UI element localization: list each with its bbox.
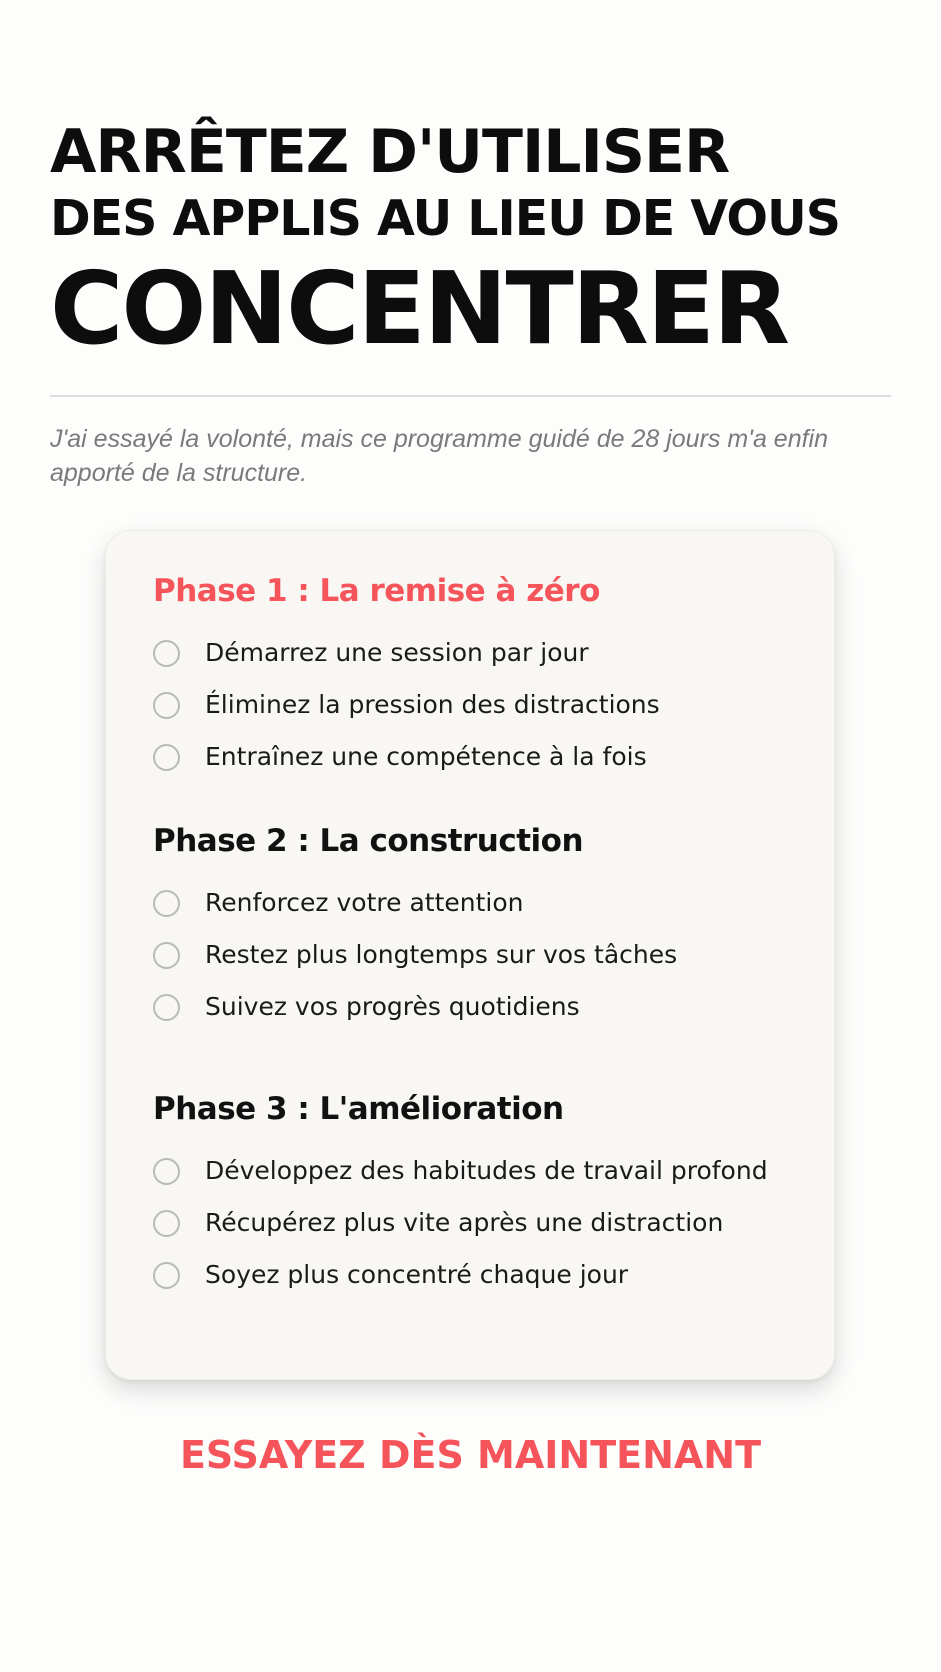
- checklist-item[interactable]: [153, 877, 813, 929]
- checklist-item-label: Éliminez la pression des distractions: [205, 690, 660, 719]
- checkbox-circle-icon[interactable]: [153, 744, 180, 771]
- checklist-item-label: Soyez plus concentré chaque jour: [205, 1260, 629, 1289]
- checklist-item-label: Démarrez une session par jour: [205, 638, 589, 667]
- phase-1-title: Phase 1 : La remise à zéro: [153, 573, 600, 609]
- checklist-item[interactable]: [153, 1197, 813, 1249]
- checklist-item-label: Restez plus longtemps sur vos tâches: [205, 940, 678, 969]
- checklist-item[interactable]: [153, 1249, 813, 1301]
- checkbox-circle-icon[interactable]: [153, 1210, 180, 1237]
- phase-2-checklist: [153, 877, 813, 1033]
- checkbox-circle-icon[interactable]: [153, 994, 180, 1021]
- headline-line-1: ARRÊTEZ D'UTILISER: [50, 117, 730, 187]
- checkbox-circle-icon[interactable]: [153, 692, 180, 719]
- phase-3-title: Phase 3 : L'amélioration: [153, 1091, 564, 1127]
- checkbox-circle-icon[interactable]: [153, 1262, 180, 1289]
- headline: [50, 117, 900, 367]
- subtitle: J'ai essayé la volonté, mais ce programme guidé de 28 jours m'a enfin apporté de la structure.: [50, 425, 829, 487]
- checkbox-circle-icon[interactable]: [153, 640, 180, 667]
- phase-1-checklist: [153, 627, 813, 783]
- checklist-item-label: Récupérez plus vite après une distraction: [205, 1208, 724, 1237]
- checkbox-circle-icon[interactable]: [153, 1158, 180, 1185]
- checklist-item[interactable]: [153, 1145, 813, 1197]
- phase-2: [153, 821, 813, 1033]
- checklist-item-label: Entraînez une compétence à la fois: [205, 742, 647, 771]
- checklist-item[interactable]: [153, 731, 813, 783]
- phase-1: [153, 571, 813, 783]
- checklist-item[interactable]: [153, 981, 813, 1033]
- phase-3: [153, 1089, 813, 1301]
- checklist-item[interactable]: [153, 929, 813, 981]
- divider: [50, 395, 891, 397]
- cta-try-now-link[interactable]: ESSAYEZ DÈS MAINTENANT: [179, 1433, 762, 1477]
- checklist-item[interactable]: [153, 627, 813, 679]
- checklist-item-label: Développez des habitudes de travail profond: [205, 1156, 768, 1185]
- phase-3-checklist: [153, 1145, 813, 1301]
- checklist-item-label: Suivez vos progrès quotidiens: [205, 992, 580, 1021]
- checkbox-circle-icon[interactable]: [153, 942, 180, 969]
- headline-line-2: DES APPLIS AU LIEU DE VOUS: [50, 190, 841, 247]
- checklist-item[interactable]: [153, 679, 813, 731]
- program-card: [105, 530, 835, 1380]
- checkbox-circle-icon[interactable]: [153, 890, 180, 917]
- phase-2-title: Phase 2 : La construction: [153, 823, 584, 859]
- headline-line-3: CONCENTRER: [50, 250, 789, 367]
- checklist-item-label: Renforcez votre attention: [205, 888, 524, 917]
